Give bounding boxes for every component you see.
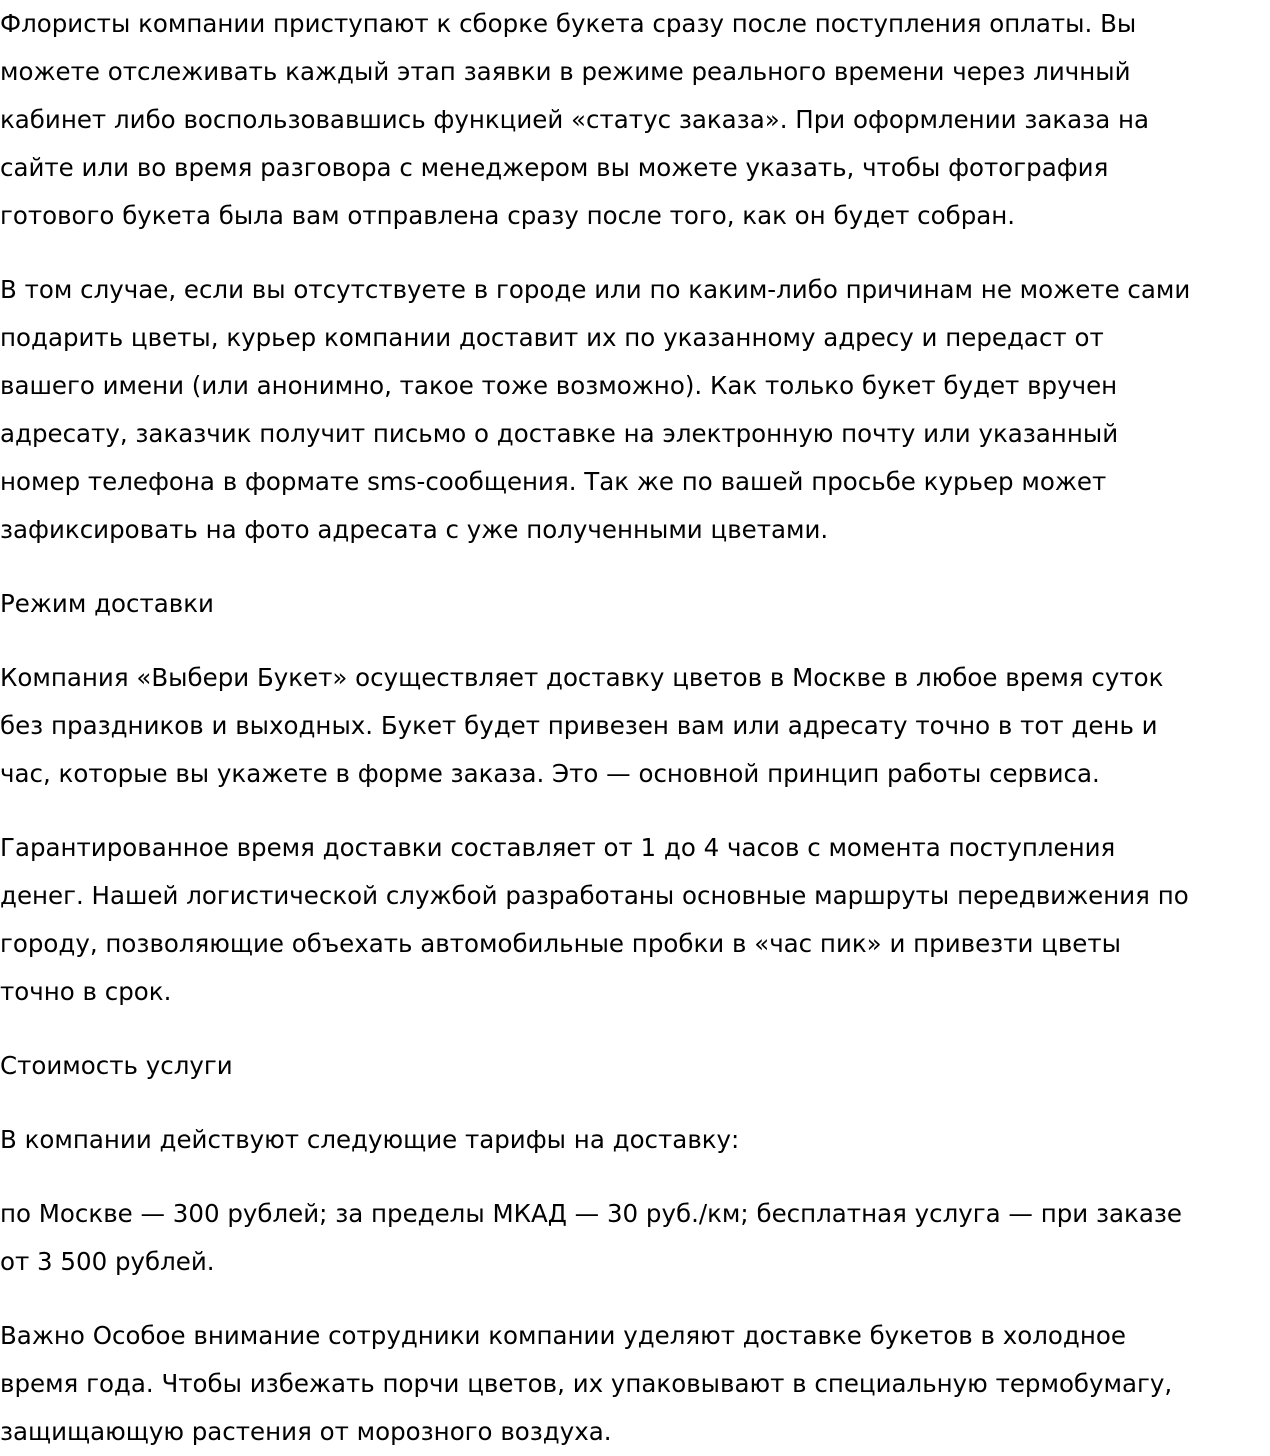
text-line: зафиксировать на фото адресата с уже полученными цветами. [0,515,829,544]
text-line: вашего имени (или анонимно, такое тоже возможно). Как только букет будет вручен [0,371,1118,400]
text-line: час, которые вы укажете в форме заказа. Это — основной принцип работы сервиса. [0,759,1100,788]
paragraph-important [0,1312,1270,1456]
text-line: городу, позволяющие объехать автомобильные пробки в «час пик» и привезти цветы [0,929,1121,958]
section-heading: Стоимость услуги [0,1051,233,1080]
text-line: Гарантированное время доставки составляет от 1 до 4 часов с момента поступления [0,833,1116,862]
text-line: сайте или во время разговора с менеджером вы можете указать, чтобы фотография [0,153,1109,182]
heading-cost [0,1042,1270,1090]
text-line: кабинет либо воспользовавшись функцией «статус заказа». При оформлении заказа на [0,105,1150,134]
paragraph-courier [0,266,1270,554]
text-line: защищающую растения от морозного воздуха. [0,1417,612,1446]
paragraph-florists [0,0,1270,240]
text-line: по Москве — 300 рублей; за пределы МКАД — 30 руб./км; бесплатная услуга — при заказе [0,1199,1182,1228]
text-line: время года. Чтобы избежать порчи цветов, их упаковывают в специальную термобумагу, [0,1369,1173,1398]
text-line: Флористы компании приступают к сборке букета сразу после поступления оплаты. Вы [0,9,1137,38]
text-line: Важно Особое внимание сотрудники компании уделяют доставке букетов в холодное [0,1321,1126,1350]
text-line: В том случае, если вы отсутствуете в городе или по каким-либо причинам не можете сами [0,275,1191,304]
paragraph-tariffs [0,1190,1270,1286]
text-line: подарить цветы, курьер компании доставит их по указанному адресу и передаст от [0,323,1104,352]
paragraph-tariffs-intro [0,1116,1270,1164]
text-line: без праздников и выходных. Букет будет привезен вам или адресату точно в тот день и [0,711,1158,740]
text-line: адресату, заказчик получит письмо о доставке на электронную почту или указанный [0,419,1119,448]
text-line: точно в срок. [0,977,172,1006]
paragraph-delivery-time [0,824,1270,1016]
text-line: денег. Нашей логистической службой разработаны основные маршруты передвижения по [0,881,1189,910]
text-line: готового букета была вам отправлена сразу после того, как он будет собран. [0,201,1016,230]
text-line: от 3 500 рублей. [0,1247,215,1276]
heading-delivery-mode [0,580,1270,628]
text-line: В компании действуют следующие тарифы на доставку: [0,1125,740,1154]
text-line: номер телефона в формате sms-сообщения. Так же по вашей просьбе курьер может [0,467,1107,496]
text-line: можете отслеживать каждый этап заявки в режиме реального времени через личный [0,57,1131,86]
section-heading: Режим доставки [0,589,214,618]
text-line: Компания «Выбери Букет» осуществляет доставку цветов в Москве в любое время суток [0,663,1164,692]
paragraph-delivery-hours [0,654,1270,798]
